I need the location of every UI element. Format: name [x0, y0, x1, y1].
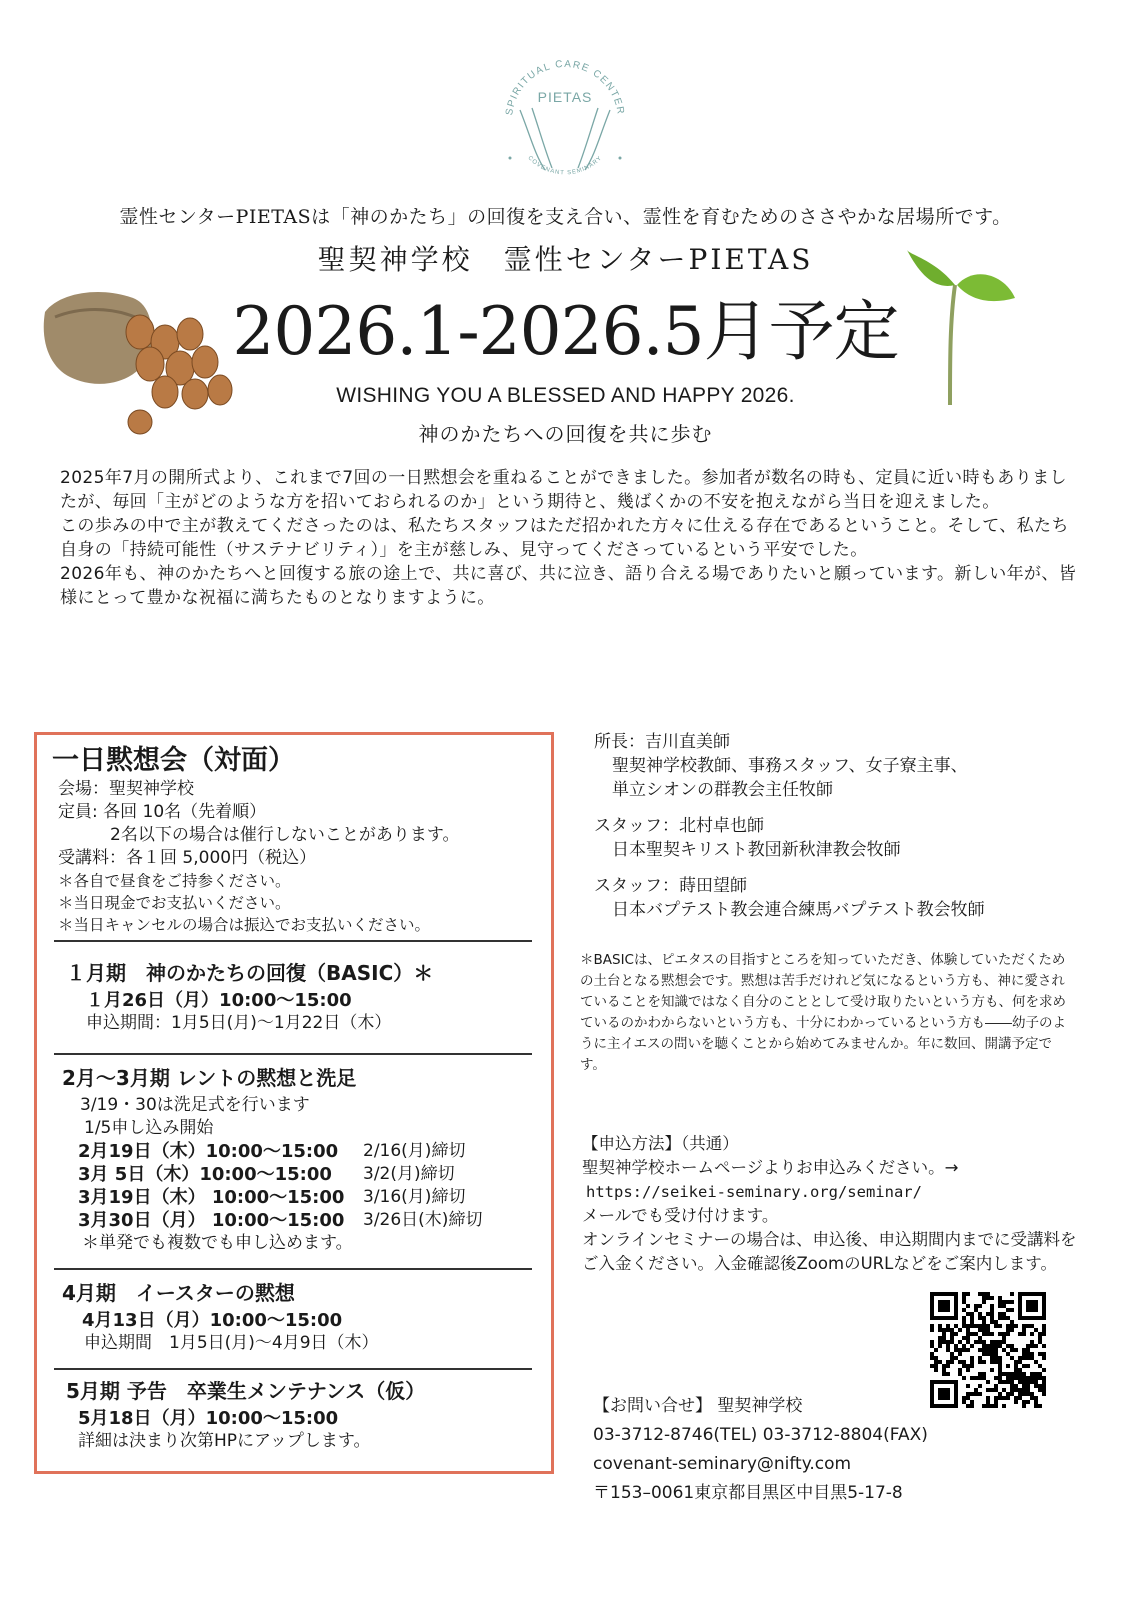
session-note: ＊単発でも複数でも申し込めます。: [82, 1233, 353, 1253]
staff-list: [594, 730, 985, 934]
retreat-general-info: [58, 778, 459, 936]
session-row: 3月19日（木） 10:00〜15:00 3/16(月)締切: [78, 1187, 466, 1208]
contact-heading: 【お問い合せ】 聖契神学校: [593, 1396, 803, 1416]
staff-name: スタッフ：蒔田望師: [594, 876, 747, 896]
contact-info: [593, 1392, 928, 1508]
staff-role: 日本バプテスト教会連合練馬バプテスト教会牧師: [612, 900, 985, 920]
session-title: １月期 神のかたちの回復（BASIC）＊: [66, 961, 434, 985]
session-title: 5月期 予告 卒業生メンテナンス（仮）: [66, 1379, 426, 1403]
apply-text: メールでも受け付けます。: [582, 1206, 779, 1225]
session-row: 3月30日（月） 10:00〜15:00 3/26日(木)締切: [78, 1210, 483, 1231]
motto: 神のかたちへの回復を共に歩む: [418, 422, 713, 446]
schedule-title: 2026.1-2026.5月予定: [232, 293, 899, 370]
apply-text: オンラインセミナーの場合は、申込後、申込期間内までに受講料をご入金ください。入金確認後ZoomのURLなどをご案内します。: [582, 1230, 1077, 1273]
fee: 受講料：各１回 5,000円（税込）: [58, 848, 317, 868]
minimum-note: 2名以下の場合は催行しないことがあります。: [110, 825, 460, 845]
svg-text:COVENANT SEMINARY: COVENANT SEMINARY: [526, 155, 604, 177]
staff-role: 日本聖契キリスト教団新秋津教会牧師: [612, 840, 901, 860]
divider: [54, 940, 532, 942]
email-address[interactable]: covenant-seminary@nifty.com: [593, 1454, 852, 1474]
basic-explanation: ＊BASICは、ピエタスの目指すところを知っていただき、体験していただくための土台となる黙想会です。黙想は苦手だけれど気になるという方も、神に愛されていることを知識ではなく自分のこととして受け取りたいという方も、何を求めているのかわからないという方も、十分にわかっているという方も――幼子のように主イエスの問いを聴くことから始めてみませんか。年に数回、開講予定です。: [580, 952, 1066, 1073]
session-note: 3/19・30は洗足式を行います: [80, 1095, 310, 1115]
introduction: [60, 466, 1080, 610]
may-session: [66, 1380, 425, 1453]
divider: [54, 1268, 532, 1270]
staff-name: スタッフ：北村卓也師: [594, 816, 764, 836]
session-title: 2月〜3月期 レントの黙想と洗足: [62, 1066, 357, 1090]
new-year-wish: WISHING YOU A BLESSED AND HAPPY 2026.: [336, 384, 795, 407]
intro-paragraph: 2025年7月の開所式より、これまで7回の一日黙想会を重ねることができました。参加者が数名の時も、定員に近い時もありましたが、毎回「主がどのような方を招いておられるのか」という期待と、幾ばくかの不安を抱えながら当日を迎えました。: [60, 468, 1067, 512]
session-date: １月26日（月）10:00〜15:00: [86, 990, 352, 1011]
january-session: [66, 962, 433, 1035]
session-date: 5月18日（月）10:00〜15:00: [78, 1408, 339, 1429]
apply-heading: 【申込方法】（共通）: [582, 1134, 739, 1153]
lent-session: [62, 1067, 482, 1255]
retreat-title: 一日黙想会（対面）: [52, 745, 295, 776]
svg-text:SPIRITUAL CARE CENTER: SPIRITUAL CARE CENTER: [504, 58, 626, 117]
apply-text: 聖契神学校ホームページよりお申込みください。→: [582, 1158, 959, 1177]
bulb-sack-image: [40, 272, 240, 442]
qr-code[interactable]: [930, 1292, 1046, 1408]
intro-paragraph: この歩みの中で主が教えてくださったのは、私たちスタッフはただ招かれた方々に仕える存在であるということ。そして、私たち自身の「持続可能性（サステナビリティ）」を主が慈しみ、見守ってくださっているという平安でした。: [60, 516, 1069, 560]
session-date: 4月13日（月）10:00〜15:00: [82, 1310, 343, 1331]
note: ＊当日キャンセルの場合は振込でお支払いください。: [58, 916, 431, 934]
session-row: 3月 5日（木）10:00〜15:00 3/2(月)締切: [78, 1164, 455, 1185]
director-role: 聖契神学校教師、事務スタッフ、女子寮主事、: [612, 756, 968, 776]
session-row: 2月19日（木）10:00〜15:00 2/16(月)締切: [78, 1141, 466, 1162]
organization-name: 聖契神学校 霊性センターPIETAS: [317, 243, 814, 276]
intro-paragraph: 2026年も、神のかたちへと回復する旅の途上で、共に喜び、共に泣き、語り合える場でありたいと願っています。新しい年が、皆様にとって豊かな祝福に満ちたものとなりますように。: [60, 564, 1077, 608]
session-title: 4月期 イースターの黙想: [62, 1281, 295, 1305]
note: ＊各自で昼食をご持参ください。: [58, 872, 291, 890]
director-role: 単立シオンの群教会主任牧師: [612, 780, 833, 800]
application-period: 申込期間：1月5日(月)〜1月22日（木）: [86, 1013, 392, 1033]
postal-address: 〒153–0061東京都目黒区中目黒5-17-8: [593, 1483, 903, 1503]
session-note: 1/5申し込み開始: [84, 1118, 214, 1138]
tagline: 霊性センターPIETASは「神のかたち」の回復を支え合い、霊性を育むためのささやかな居場所です。: [119, 206, 1012, 228]
divider: [54, 1053, 532, 1055]
note: ＊当日現金でお支払いください。: [58, 894, 291, 912]
director-name: 所長：吉川直美師: [594, 732, 730, 752]
capacity: 定員: 各回 10名（先着順）: [58, 802, 267, 822]
svg-text:PIETAS: PIETAS: [537, 89, 593, 105]
venue: 会場：聖契神学校: [58, 779, 194, 799]
divider: [54, 1368, 532, 1370]
session-note: 詳細は決まり次第HPにアップします。: [78, 1431, 371, 1451]
april-session: [62, 1282, 379, 1355]
seminar-link[interactable]: https://seikei-seminary.org/seminar/: [586, 1183, 922, 1201]
application-period: 申込期間 1月5日(月)〜4月9日（木）: [84, 1333, 379, 1353]
pietas-logo: [490, 40, 640, 190]
phone-fax: 03-3712-8746(TEL) 03-3712-8804(FAX): [593, 1425, 928, 1445]
application-method: [582, 1132, 1082, 1276]
